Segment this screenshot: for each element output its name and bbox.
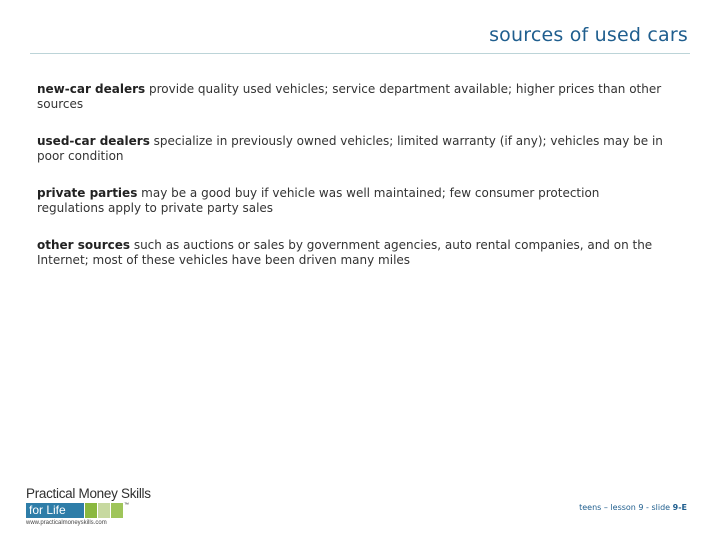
title-divider <box>30 53 690 54</box>
item-text: provide quality used vehicles; service department available; higher prices than other sources <box>37 82 662 111</box>
item-term: new-car dealers <box>37 82 146 96</box>
slide-title: sources of used cars <box>489 24 688 46</box>
item-term: other sources <box>37 238 130 252</box>
logo-block-mid-green <box>111 503 123 518</box>
list-item <box>37 238 667 268</box>
slide-footer <box>579 503 687 512</box>
logo-url: www.practicalmoneyskills.com <box>26 520 107 526</box>
logo-block-green <box>85 503 97 518</box>
item-text: specialize in previously owned vehicles; limited warranty (if any); vehicles may be in poor condition <box>37 134 663 163</box>
logo-block-light-green <box>98 503 110 518</box>
item-term: used-car dealers <box>37 134 150 148</box>
logo-title: Practical Money Skills <box>26 486 151 501</box>
list-item <box>37 82 667 112</box>
brand-logo <box>26 486 166 530</box>
item-term: private parties <box>37 186 138 200</box>
list-item <box>37 186 667 216</box>
footer-text: teens – lesson 9 - slide <box>579 503 673 512</box>
slide-number: 9-E <box>672 503 687 512</box>
item-text: such as auctions or sales by government agencies, auto rental companies, and on the Internet; most of these vehicles have been driven many miles <box>37 238 653 267</box>
item-text: may be a good buy if vehicle was well maintained; few consumer protection regulations apply to private party sales <box>37 186 600 215</box>
logo-trademark: ™ <box>124 502 129 508</box>
logo-subtitle: for Life <box>29 503 66 517</box>
list-item <box>37 134 667 164</box>
content-list <box>37 82 667 290</box>
